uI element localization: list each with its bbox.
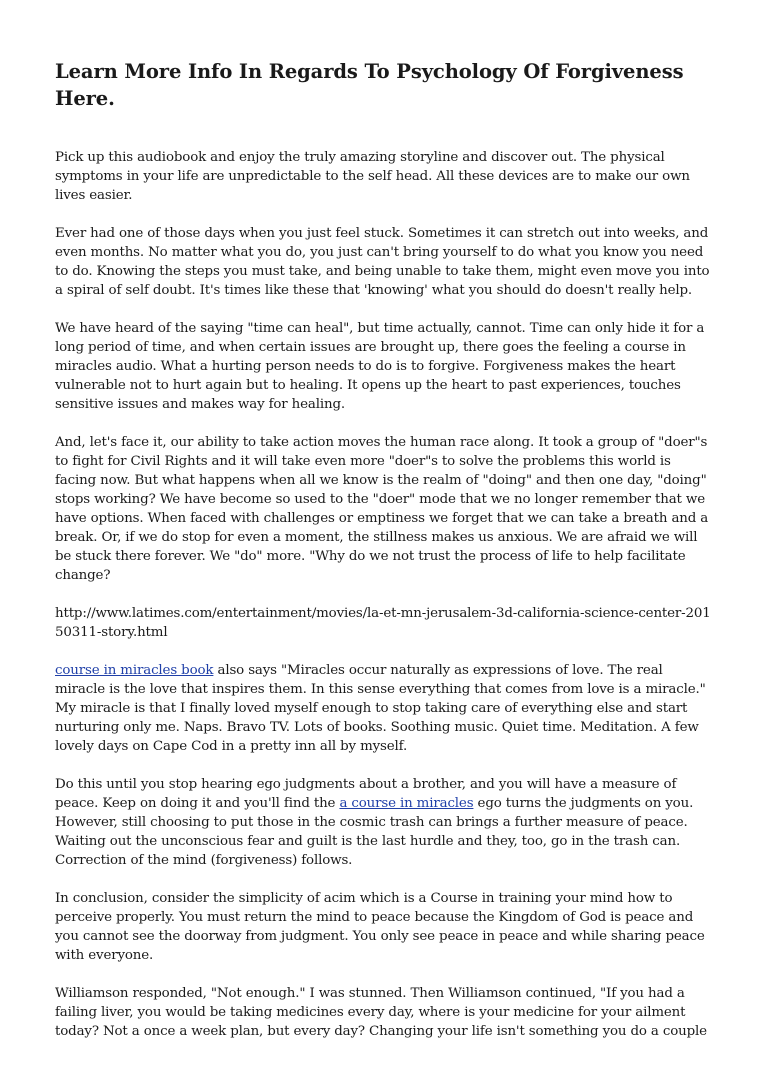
paragraph-1: Pick up this audiobook and enjoy the truly amazing storyline and discover out. The physical symptoms in your life are unpredictable to the self head. All these devices are to make our own lives easier. bbox=[55, 150, 690, 203]
paragraph-3: We have heard of the saying "time can heal", but time actually, cannot. Time can only hide it for a long period of time, and when certain issues are brought up, there goes the feeling a course in miracles audio. What a hurting person needs to do is to forgive. Forgiveness makes the heart vulnerable not to hurt again but to healing. It opens up the heart to past experiences, touches sensitive issues and makes way for healing. bbox=[55, 321, 705, 412]
document-title: Learn More Info In Regards To Psychology Of Forgiveness Here. bbox=[55, 60, 684, 110]
paragraph-course-book-text: also says "Miracles occur naturally as expressions of love. The real miracle is the love that inspires them. In this sense everything that comes from love is a miracle." My miracle is that I finally loved myself enough to stop taking care of everything else and start nurturing only me. Naps. Bravo TV. Lots of books. Soothing music. Quiet time. Meditation. A few lovely days on Cape Cod in a pretty inn all by myself. bbox=[55, 663, 706, 754]
a-course-in-miracles-link[interactable]: a course in miracles bbox=[339, 796, 474, 811]
paragraph-ego-judgments bbox=[55, 775, 715, 870]
paragraph-ego-text-before: Do this until you stop hearing ego judgments about a brother, and you will have a measure of peace. Keep on doing it and you'll find the bbox=[55, 777, 677, 811]
url-paragraph: http://www.latimes.com/entertainment/movies/la-et-mn-jerusalem-3d-california-science-center-20150311-story.html bbox=[55, 606, 711, 640]
document-page bbox=[55, 58, 715, 1060]
paragraph-ego-text-after: ego turns the judgments on you. However, still choosing to put those in the cosmic trash can brings a further measure of peace. Waiting out the unconscious fear and guilt is the last hurdle and they, too, go in the trash can. Correction of the mind (forgiveness) follows. bbox=[55, 796, 694, 868]
course-in-miracles-book-link[interactable]: course in miracles book bbox=[55, 663, 214, 678]
paragraph-4: And, let's face it, our ability to take action moves the human race along. It took a group of "doer"s to fight for Civil Rights and it will take even more "doer"s to solve the problems this world is facing now. But what happens when all we know is the realm of "doing" and then one day, "doing" stops working? We have become so used to the "doer" mode that we no longer remember that we have options. When faced with challenges or emptiness we forget that we can take a breath and a break. Or, if we do stop for even a moment, the stillness makes us anxious. We are afraid we will be stuck there forever. We "do" more. "Why do we not trust the process of life to help facilitate change? bbox=[55, 435, 709, 583]
paragraph-course-book bbox=[55, 661, 715, 756]
paragraph-williamson: Williamson responded, "Not enough." I was stunned. Then Williamson continued, "If you had a failing liver, you would be taking medicines every day, where is your medicine for your ailment today? Not a once a week plan, but every day? Changing your life isn't something you do a couple bbox=[55, 986, 707, 1039]
paragraph-2: Ever had one of those days when you just feel stuck. Sometimes it can stretch out into weeks, and even months. No matter what you do, you just can't bring yourself to do what you know you need to do. Knowing the steps you must take, and being unable to take them, might even move you into a spiral of self doubt. It's times like these that 'knowing' what you should do doesn't really help. bbox=[55, 226, 710, 298]
paragraph-conclusion: In conclusion, consider the simplicity of acim which is a Course in training your mind how to perceive properly. You must return the mind to peace because the Kingdom of God is peace and you cannot see the doorway from judgment. You only see peace in peace and while sharing peace with everyone. bbox=[55, 891, 705, 963]
